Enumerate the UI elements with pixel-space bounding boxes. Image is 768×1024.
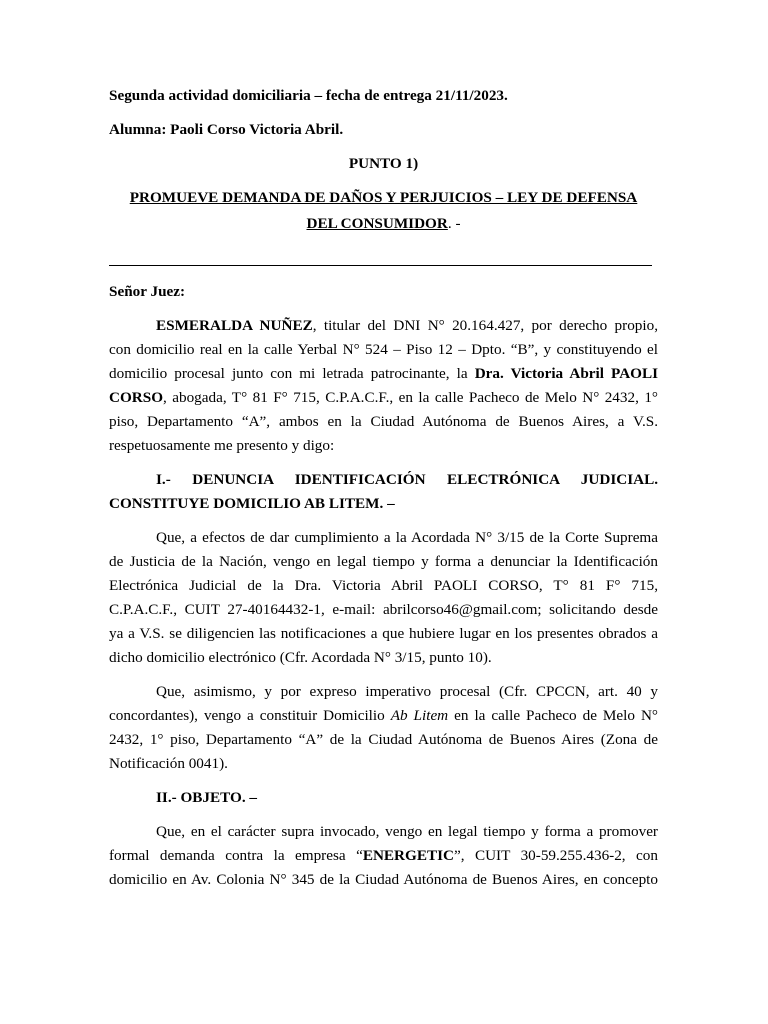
s1p1-line-6: dicho domicilio electrónico (Cfr. Acordada N° 3/15, punto 10). xyxy=(109,649,492,666)
s2p1-line-2-post: ”, CUIT 30-59.255.436-2, con xyxy=(453,847,658,864)
section-1-heading-line-2 xyxy=(109,492,658,516)
punto-heading: PUNTO 1) xyxy=(348,155,419,172)
section-1-heading xyxy=(109,468,658,516)
intro-line-4-rest: , abogada, T° 81 F° 715, C.P.A.C.F., en la calle Pacheco de Melo N° 2432, 1° xyxy=(163,389,658,406)
ab-litem-term: Ab Litem xyxy=(390,707,449,724)
section-2-paragraph-1 xyxy=(109,820,658,892)
salutation: Señor Juez: xyxy=(109,283,186,300)
s2p1-line-2-pre: formal demanda contra la empresa “ xyxy=(109,847,363,864)
s1p1-line-1: Que, a efectos de dar cumplimiento a la Acordada N° 3/15 de la Corte Suprema xyxy=(156,529,658,546)
title-line-2 xyxy=(109,212,658,236)
title-suffix: . - xyxy=(447,215,461,232)
s1p2-line-1: Que, asimismo, y por expreso imperativo procesal (Cfr. CPCCN, art. 40 y xyxy=(156,683,658,700)
title-line-1 xyxy=(109,186,658,210)
plaintiff-name: ESMERALDA NUÑEZ xyxy=(156,317,313,334)
intro-line-3 xyxy=(109,362,658,386)
lawyer-surname: CORSO xyxy=(109,389,164,406)
s1p2-line-2 xyxy=(109,704,658,728)
intro-line-2: con domicilio real en la calle Yerbal N° 524 – Piso 12 – Dpto. “B”, y constituyendo el xyxy=(109,341,658,358)
s1p1-line-3: Electrónica Judicial de la Dra. Victoria Abril PAOLI CORSO, T° 81 F° 715, xyxy=(109,577,658,594)
s1p2-line-4: Notificación 0041). xyxy=(109,755,228,772)
section-1-paragraph-2 xyxy=(109,680,658,776)
section-1-heading-line-1: I.- DENUNCIA IDENTIFICACIÓN ELECTRÓNICA JUDICIAL. xyxy=(156,471,658,488)
intro-line-6: respetuosamente me presento y digo: xyxy=(109,437,335,454)
header-line-1: Segunda actividad domiciliaria – fecha de entrega 21/11/2023. xyxy=(109,87,508,104)
section-1-heading-bold: CONSTITUYE DOMICILIO AB LITEM xyxy=(109,495,380,512)
intro-paragraph xyxy=(109,314,658,458)
s1p1-line-5: ya a V.S. se diligencien las notificaciones a que hubiere lugar en los presentes obrados a xyxy=(109,625,658,642)
s2p1-line-3: domicilio en Av. Colonia N° 345 de la Ciudad Autónoma de Buenos Aires, en concepto xyxy=(109,871,658,888)
lawyer-name: Dra. Victoria Abril PAOLI xyxy=(474,365,659,382)
header-line-2: Alumna: Paoli Corso Victoria Abril. xyxy=(109,121,344,138)
section-2-heading-bold: II.- OBJETO xyxy=(156,789,242,806)
intro-line-5: piso, Departamento “A”, ambos en la Ciudad Autónoma de Buenos Aires, a V.S. xyxy=(109,413,658,430)
intro-line-3-text: domicilio procesal junto con mi letrada patrocinante, la xyxy=(109,365,468,382)
intro-line-4 xyxy=(109,386,658,410)
section-1-heading-suffix: . – xyxy=(379,495,395,512)
document-page xyxy=(109,84,658,892)
section-2-heading xyxy=(109,786,658,810)
title-line-1-text: PROMUEVE DEMANDA DE DAÑOS Y PERJUICIOS – LEY DE DEFENSA xyxy=(129,189,638,206)
s2p1-line-1: Que, en el carácter supra invocado, vengo en legal tiempo y forma a promover xyxy=(156,823,658,840)
s2p1-line-2 xyxy=(109,844,658,868)
intro-line-1 xyxy=(109,314,658,338)
s1p1-line-2: de Justicia de la Nación, vengo en legal tiempo y forma a denunciar la Identificación xyxy=(109,553,658,570)
horizontal-rule xyxy=(109,265,652,266)
intro-line-1-rest: , titular del DNI N° 20.164.427, por derecho propio, xyxy=(312,317,658,334)
s1p2-line-3: 2432, 1° piso, Departamento “A” de la Ciudad Autónoma de Buenos Aires (Zona de xyxy=(109,731,658,748)
s1p1-line-4: C.P.A.C.F., CUIT 27-40164432-1, e-mail: abrilcorso46@gmail.com; solicitando desde xyxy=(109,601,658,618)
section-1-paragraph-1 xyxy=(109,526,658,670)
title-underlined: DEL CONSUMIDOR xyxy=(306,215,448,232)
section-2-heading-suffix: . – xyxy=(241,789,257,806)
defendant-name: ENERGETIC xyxy=(362,847,454,864)
s1p2-line-2-post: en la calle Pacheco de Melo N° xyxy=(454,707,659,724)
s1p2-line-2-pre: concordantes), vengo a constituir Domicilio xyxy=(109,707,385,724)
